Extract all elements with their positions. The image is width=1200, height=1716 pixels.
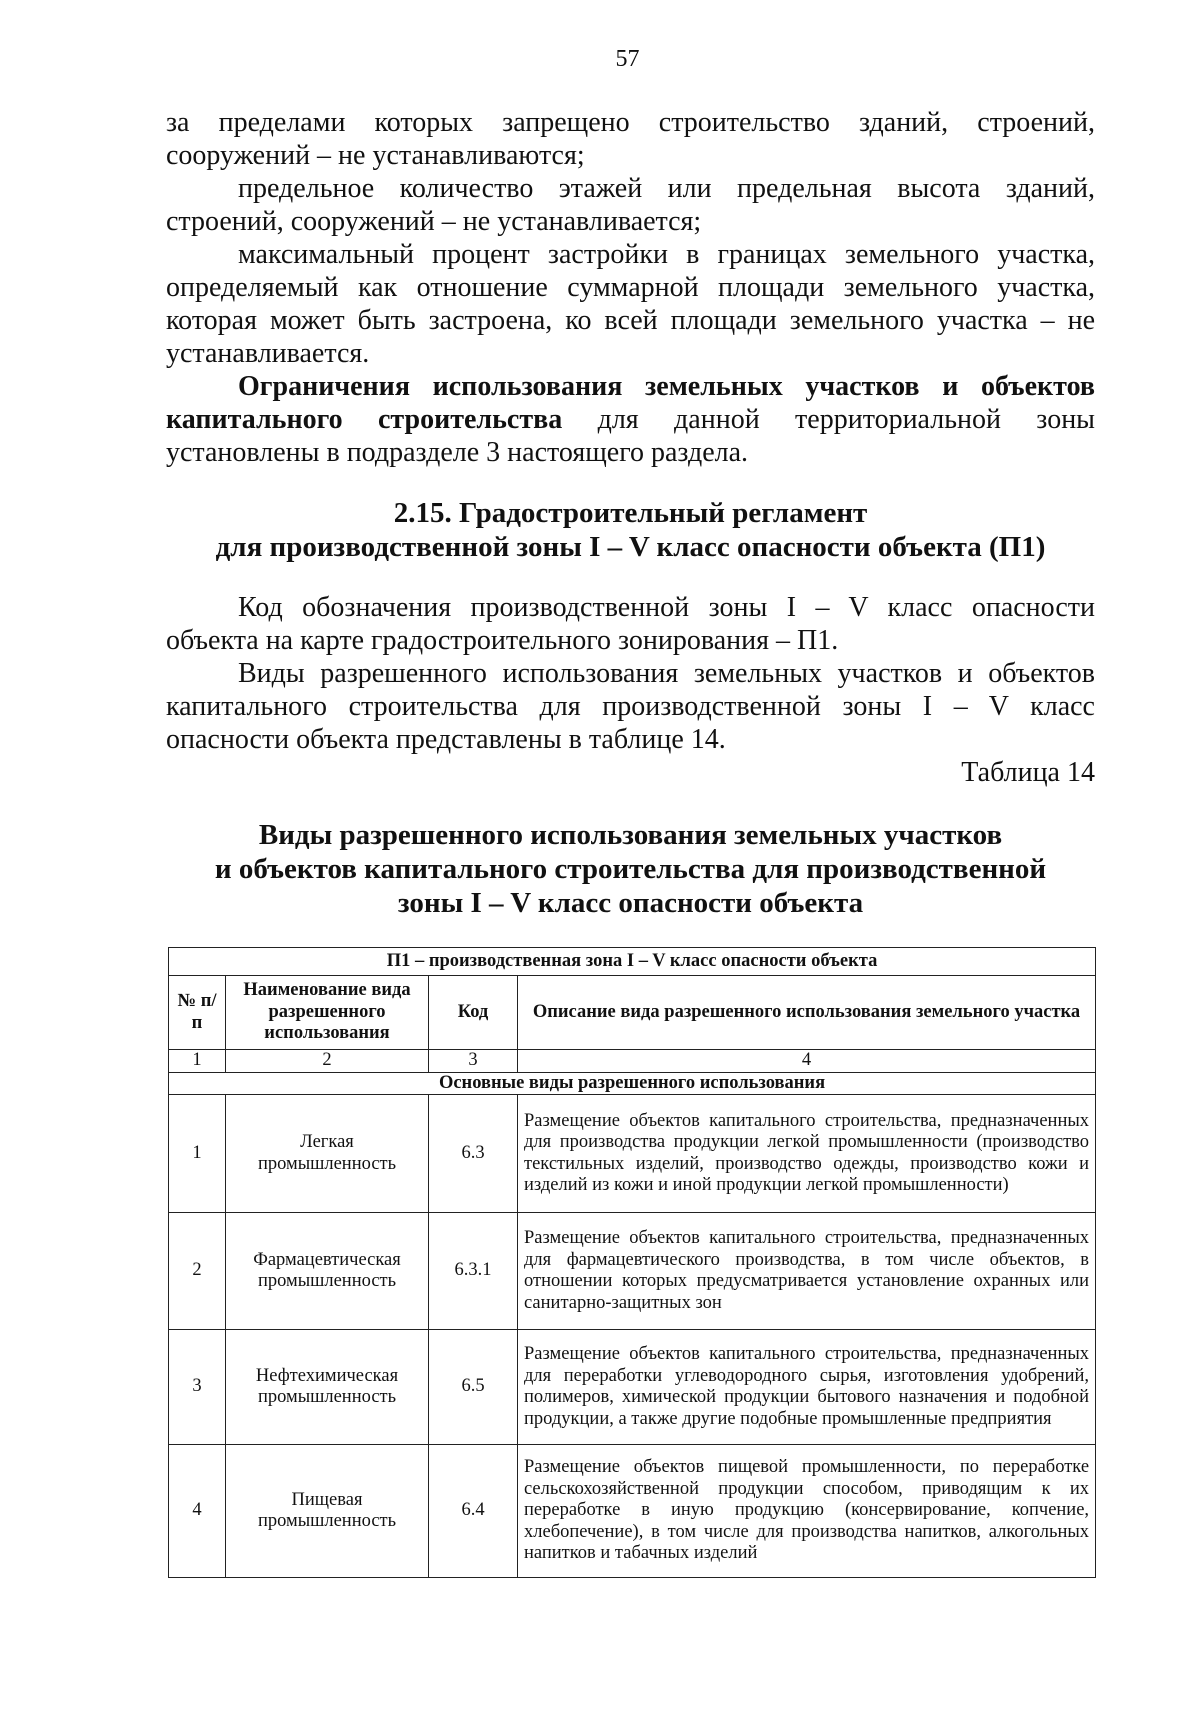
row-desc: Размещение объектов капитального строительства, предназначенных для производства продукции легкой промышленности (производство текстильных изделий, производство одежды, производство кожи и изделий из кожи и иной продукции легкой промышленности): [518, 1095, 1096, 1213]
restrictions-bold-text: Ограничения использования земельных участков и объектов капитального строительства: [166, 371, 1095, 435]
row-desc: Размещение объектов капитального строительства, предназначенных для фармацевтического производства, в том числе объектов, в отношении которых предусматривается установление охранных или санитарно-защитных зон: [518, 1213, 1096, 1330]
table-column-number-row: [169, 1050, 1096, 1073]
row-num: 4: [169, 1445, 226, 1578]
row-num: 1: [169, 1095, 226, 1213]
row-name: Пищевая промышленность: [226, 1445, 429, 1578]
restrictions-rest-text: для данной территориальной зоны установлены в подразделе 3 настоящего раздела.: [166, 404, 1095, 468]
row-desc: Размещение объектов капитального строительства, предназначенных для переработки углеводородного сырья, изготовления удобрений, полимеров, химической продукции бытового назначения и подобной продукции, а также другие подобные промышленные предприятия: [518, 1330, 1096, 1445]
col-number: 2: [226, 1050, 429, 1073]
table-column-header-row: [169, 976, 1096, 1050]
row-code: 6.4: [429, 1445, 518, 1578]
group-header: Основные виды разрешенного использования: [169, 1072, 1096, 1095]
row-name: Нефтехимическая промышленность: [226, 1330, 429, 1445]
table-row: [169, 1095, 1096, 1213]
col-header-num: № п/п: [169, 976, 226, 1050]
page-number: 57: [615, 46, 640, 72]
col-header-name: Наименование вида разрешенного использования: [226, 976, 429, 1050]
paragraph-floors: предельное количество этажей или предельная высота зданий, строений, сооружений – не устанавливается;: [166, 173, 1095, 237]
paragraph-continuation: за пределами которых запрещено строительство зданий, строений, сооружений – не устанавливаются;: [166, 107, 1095, 171]
table-title-line2: и объектов капитального строительства для производственной: [214, 853, 1047, 885]
section-title-line2: для производственной зоны I – V класс опасности объекта (П1): [215, 531, 1046, 563]
paragraph-zone-code: Код обозначения производственной зоны I – V класс опасности объекта на карте градостроительного зонирования – П1.: [166, 592, 1095, 656]
section-title-line1: 2.15. Градостроительный регламент: [393, 497, 868, 529]
paragraph-coverage: максимальный процент застройки в границах земельного участка, определяемый как отношение суммарной площади земельного участка, которая может быть застроена, ко всей площади земельного участка – не устанавливается.: [166, 239, 1095, 369]
table-row: [169, 1330, 1096, 1445]
table-row: [169, 1445, 1096, 1578]
row-num: 3: [169, 1330, 226, 1445]
row-num: 2: [169, 1213, 226, 1330]
col-number: 1: [169, 1050, 226, 1073]
table-title-line3: зоны I – V класс опасности объекта: [397, 887, 864, 919]
table-zone-header-row: [169, 948, 1096, 976]
col-header-code: Код: [429, 976, 518, 1050]
paragraph-usage-types: Виды разрешенного использования земельных участков и объектов капитального строительства для производственной зоны I – V класс опасности объекта представлены в таблице 14.: [166, 658, 1095, 755]
row-name: Фармацевтическая промышленность: [226, 1213, 429, 1330]
row-code: 6.5: [429, 1330, 518, 1445]
row-code: 6.3.1: [429, 1213, 518, 1330]
table-reference: Таблица 14: [961, 757, 1095, 788]
paragraph-restrictions: [166, 370, 1095, 469]
row-desc: Размещение объектов пищевой промышленности, по переработке сельскохозяйственной продукции способом, приводящим к их переработке в иную продукцию (консервирование, копчение, хлебопечение), в том числе для производства напитков, алкогольных напитков и табачных изделий: [518, 1445, 1096, 1578]
col-number: 3: [429, 1050, 518, 1073]
table-row: [169, 1213, 1096, 1330]
table-group-header-row: [169, 1072, 1096, 1095]
zone-header: П1 – производственная зона I – V класс опасности объекта: [169, 948, 1096, 976]
usage-table: [168, 947, 1096, 1578]
document-body: [166, 106, 1095, 920]
row-code: 6.3: [429, 1095, 518, 1213]
table-title-line1: Виды разрешенного использования земельных участков: [258, 819, 1003, 851]
col-number: 4: [518, 1050, 1096, 1073]
col-header-desc: Описание вида разрешенного использования земельного участка: [518, 976, 1096, 1050]
row-name: Легкая промышленность: [226, 1095, 429, 1213]
